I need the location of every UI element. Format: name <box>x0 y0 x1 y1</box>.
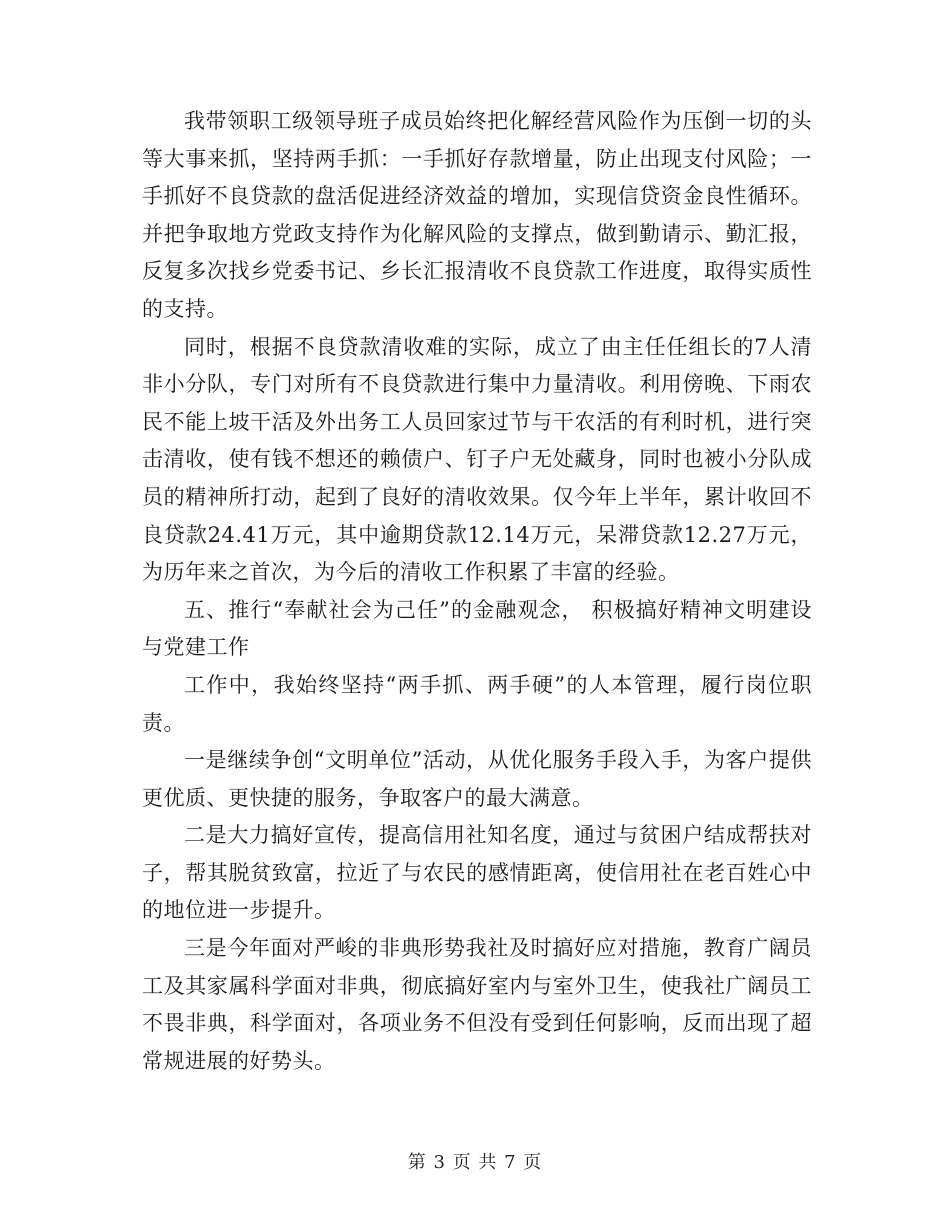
paragraph-loan-recovery: 同时，根据不良贷款清收难的实际，成立了由主任任组长的7人清非小分队，专门对所有不良贷款进行集中力量清收。利用傍晚、下雨农民不能上坡干活及外出务工人员回家过节与干农活的有利时机，进行突击清收，使有钱不想还的赖债户、钉子户无处藏身，同时也被小分队成员的精神所打动，起到了良好的清收效果。仅今年上半年，累计收回不良贷款24.41万元，其中逾期贷款12.14万元，呆滞贷款12.27万元，为历年来之首次，为今后的清收工作积累了丰富的经验。 <box>142 334 812 585</box>
page-number-footer: 第 3 页 共 7 页 <box>407 1152 543 1173</box>
paragraph-work-principle: 工作中，我始终坚持“两手抓、两手硬”的人本管理，履行岗位职责。 <box>142 672 812 735</box>
paragraph-point-three: 三是今年面对严峻的非典形势我社及时搞好应对措施，教育广阔员工及其家属科学面对非典，彻底搞好室内与室外卫生，使我社广阔员工不畏非典，科学面对，各项业务不但没有受到任何影响，反而出现了超常规进展的好势头。 <box>142 936 812 1073</box>
paragraph-risk-management: 我带领职工级领导班子成员始终把化解经营风险作为压倒一切的头等大事来抓，坚持两手抓：一手抓好存款增量，防止出现支付风险；一手抓好不良贷款的盘活促进经济效益的增加，实现信贷资金良性循环。并把争取地方党政支持作为化解风险的支撑点，做到勤请示、勤汇报，反复多次找乡党委书记、乡长汇报清收不良贷款工作进度，取得实质性的支持。 <box>142 109 812 321</box>
document-body <box>142 103 812 1080</box>
paragraph-point-one: 一是继续争创“文明单位”活动，从优化服务手段入手，为客户提供更优质、更快捷的服务，争取客户的最大满意。 <box>142 748 812 810</box>
section-heading-five: 五、推行“奉献社会为己任”的金融观念， 积极搞好精神文明建设与党建工作 <box>142 597 812 660</box>
paragraph-point-two: 二是大力搞好宣传，提高信用社知名度，通过与贫困户结成帮扶对子，帮其脱贫致富，拉近了与农民的感情距离，使信用社在老百姓心中的地位进一步提升。 <box>142 823 812 923</box>
